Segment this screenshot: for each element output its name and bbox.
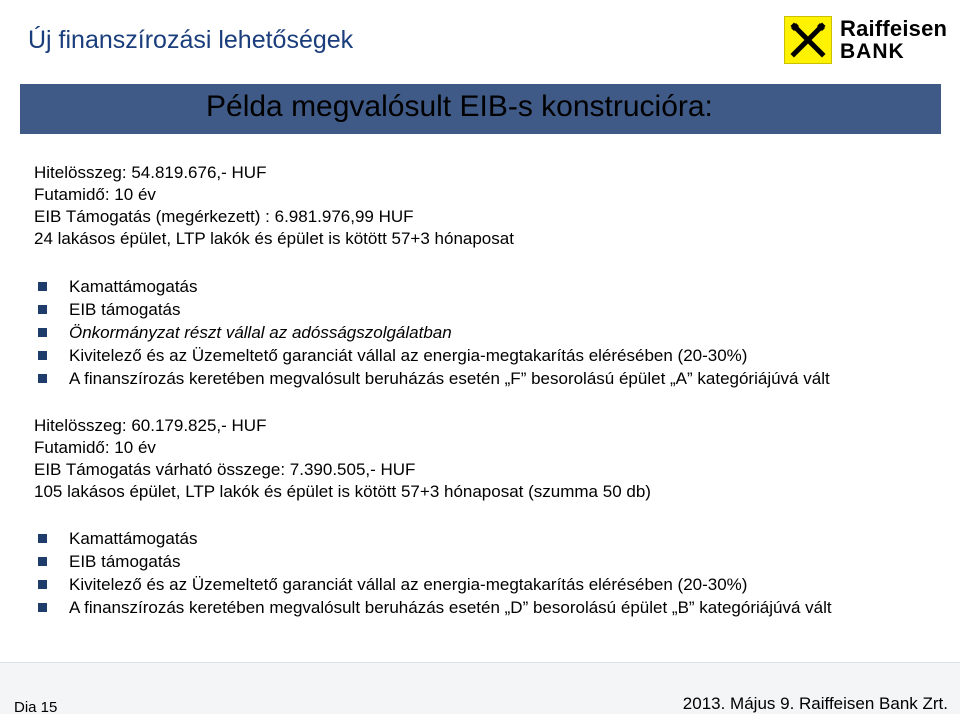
banner-title: Példa megvalósult EIB-s konstrucióra:: [206, 90, 713, 123]
square-bullet-icon: [38, 374, 47, 383]
square-bullet-icon: [38, 534, 47, 543]
logo-text-raiffeisen: Raiffeisen: [840, 16, 948, 41]
example2-bullet-list: [38, 527, 832, 619]
example2-eib-support: EIB Támogatás várható összege: 7.390.505,- HUF: [34, 460, 416, 479]
logo-text-bank: BANK: [840, 40, 905, 63]
list-item: Kamattámogatás: [38, 275, 830, 298]
list-item: Kivitelező és az Üzemeltető garanciát vállal az energia-megtakarítás elérésében (20-30%): [38, 573, 832, 596]
example2-term: Futamidő: 10 év: [34, 438, 156, 457]
page-number: Dia 15: [14, 699, 58, 716]
square-bullet-icon: [38, 328, 47, 337]
example1-eib-support: EIB Támogatás (megérkezett) : 6.981.976,99 HUF: [34, 207, 414, 226]
example1-loan-amount: Hitelösszeg: 54.819.676,- HUF: [34, 163, 267, 182]
slide-header-title: Új finanszírozási lehetőségek: [28, 26, 354, 54]
raiffeisen-gable-cross-icon: [784, 16, 832, 64]
square-bullet-icon: [38, 557, 47, 566]
example1-details: [34, 162, 514, 250]
square-bullet-icon: [38, 580, 47, 589]
example1-term: Futamidő: 10 év: [34, 185, 156, 204]
raiffeisen-logo: [784, 14, 948, 66]
list-item: EIB támogatás: [38, 298, 830, 321]
list-item: Kivitelező és az Üzemeltető garanciát vállal az energia-megtakarítás elérésében (20-30%): [38, 344, 830, 367]
square-bullet-icon: [38, 603, 47, 612]
example1-bullet-list: [38, 275, 830, 390]
list-item: A finanszírozás keretében megvalósult beruházás esetén „D” besorolású épület „B” kategóriájúvá vált: [38, 596, 832, 619]
example2-building-info: 105 lakásos épület, LTP lakók és épület is kötött 57+3 hónaposat (szumma 50 db): [34, 482, 651, 501]
section-banner: [20, 84, 941, 134]
square-bullet-icon: [38, 305, 47, 314]
square-bullet-icon: [38, 282, 47, 291]
example2-details: [34, 415, 651, 503]
list-item: A finanszírozás keretében megvalósult beruházás esetén „F” besorolású épület „A” kategóriájúvá vált: [38, 367, 830, 390]
square-bullet-icon: [38, 351, 47, 360]
footer-date-company: 2013. Május 9. Raiffeisen Bank Zrt.: [682, 694, 948, 713]
example1-building-info: 24 lakásos épület, LTP lakók és épület is kötött 57+3 hónaposat: [34, 229, 514, 248]
example2-loan-amount: Hitelösszeg: 60.179.825,- HUF: [34, 416, 267, 435]
list-item: EIB támogatás: [38, 550, 832, 573]
list-item: Kamattámogatás: [38, 527, 832, 550]
list-item: Önkormányzat részt vállal az adósságszolgálatban: [38, 321, 830, 344]
